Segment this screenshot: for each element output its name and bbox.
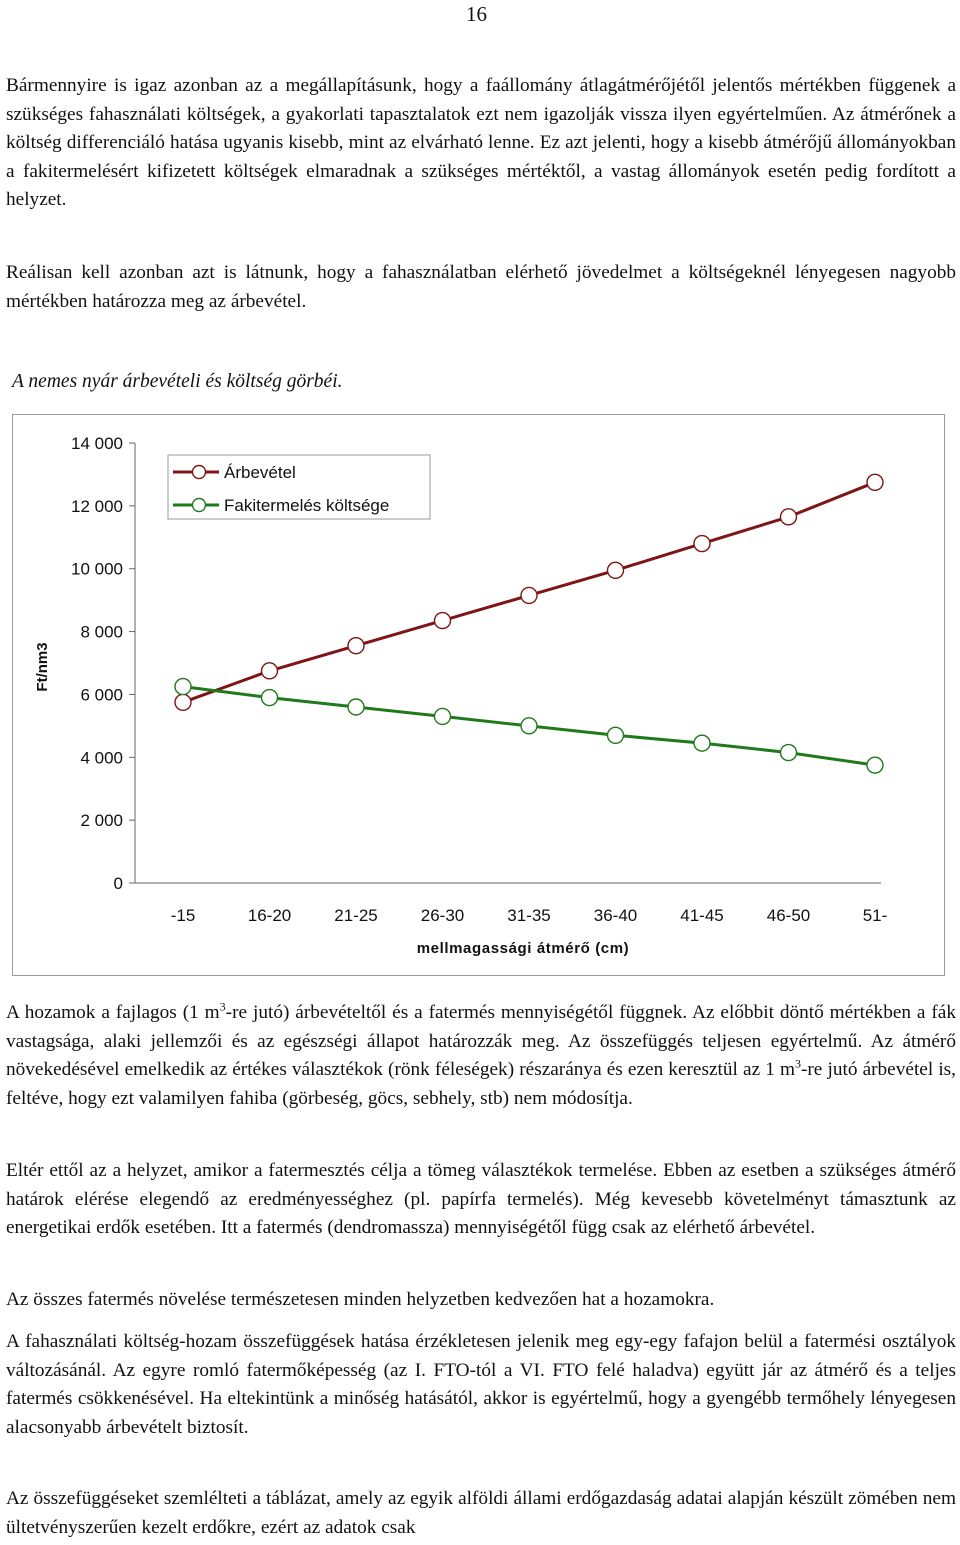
series-0-point [348, 638, 364, 654]
chart-legend [168, 455, 430, 519]
y-axis-ticks [71, 434, 135, 893]
series-0-point [694, 536, 710, 552]
x-tick-label: 51- [862, 906, 888, 925]
superscript-3-a: 3 [219, 999, 226, 1014]
series-0-point [262, 663, 278, 679]
y-tick-label: 12 000 [71, 496, 123, 516]
chart-frame [12, 414, 945, 976]
paragraph-4: Eltér ettől az a helyzet, amikor a fatermesztés célja a tömeg választékok termelése. Ebben az esetben a szükséges átmérő határok elérése elegendő az eredményességhez (pl. papírfa termelés). Még kevesebb követelményt támasztunk az energetikai erdők esetében. Itt a fatermés (dendromassza) mennyiségétől függ csak az elérhető árbevétel. [6, 1160, 956, 1239]
x-tick-label: 31-35 [507, 906, 551, 925]
series-0-point [608, 562, 624, 578]
y-tick-label: 6 000 [80, 685, 123, 705]
series-1-point [694, 735, 710, 751]
series-1-point [608, 727, 624, 743]
series-0-point [521, 587, 537, 603]
series-0-point [867, 474, 883, 490]
paragraph-1: Bármennyire is igaz azonban az a megállapításunk, hogy a faállomány átlagátmérőjétől jelentős mértékben függenek a szükséges fahasználati költségek, a gyakorlati tapasztalatok ezt nem igazolják vissza ilyen egyértelműen. Az átmérőnek a költség differenciáló hatása ugyanis kisebb, mint az elvárható lenne. Ez azt jelenti, hogy a kisebb átmérőjű állományokban a fakitermelésért kifizetett költségek elmaradnak a szükséges mértéktől, a vastag állományok esetén pedig fordított a helyzet. [6, 75, 956, 211]
series-1-point [521, 718, 537, 734]
y-tick-label: 14 000 [71, 434, 123, 453]
x-axis-label: mellmagassági átmérő (cm) [416, 940, 630, 957]
line-chart [13, 415, 944, 975]
paragraph-3-part-2: -re jutó) árbevételtől és a fatermés mennyiségétől függnek. Az előbbit döntő mértékben a fák vastagsága, alaki jellemzői és az egészségi állapot határozzák meg. Az összefüggés teljesen egyértelmű. Az átmérő növekedésével emelkedik az értékes választékok (rönk féleségek) részaránya és ezen keresztül az 1 m [6, 1002, 956, 1081]
paragraph-6: A fahasználati költség-hozam összefüggések hatása érzékletesen jelenik meg egy-egy fafajon belül a fatermési osztályok változásánál. Az egyre romló fatermőképesség (az I. FTO-tól a VI. FTO felé haladva) együtt jár az átmérő és a teljes fatermés csökkenésével. Ha eltekintünk a minőség hatásától, akkor is egyértelmű, hogy a gyengébb termőhely lényegesen alacsonyabb árbevételt biztosít. [6, 1331, 956, 1438]
legend-marker-arbevetel [193, 466, 206, 479]
paragraph-3-part-1: A hozamok a fajlagos (1 m [6, 1002, 220, 1023]
legend-marker-koltseg [193, 499, 206, 512]
series-1-point [867, 757, 883, 773]
series-1-point [435, 708, 451, 724]
series-0-point [175, 694, 191, 710]
x-tick-label: -15 [170, 906, 196, 925]
series-1-point [262, 690, 278, 706]
series-0-point [435, 613, 451, 629]
x-tick-label: 46-50 [766, 906, 811, 925]
paragraph-5: Az összes fatermés növelése természetesen minden helyzetben kedvezően hat a hozamokra. [6, 1289, 715, 1310]
y-tick-label: 8 000 [80, 622, 123, 642]
legend-label-koltseg: Fakitermelés költsége [224, 496, 390, 515]
y-tick-label: 2 000 [80, 811, 123, 831]
paragraph-3-part-3: -re jutó árbevétel is, feltéve, hogy ezt valamilyen fahiba (görbeség, göcs, sebhely, stb) nem módosítja. [6, 1059, 956, 1109]
series-0-point [781, 509, 797, 525]
x-tick-label: 41-45 [680, 906, 724, 925]
chart-caption: A nemes nyár árbevételi és költség görbéi. [12, 371, 343, 392]
superscript-3-b: 3 [794, 1056, 801, 1071]
legend-label-arbevetel: Árbevétel [224, 463, 296, 482]
y-tick-label: 10 000 [71, 559, 123, 579]
x-tick-label: 26-30 [420, 906, 465, 925]
paragraph-2: Reálisan kell azonban azt is látnunk, hogy a fahasználatban elérhető jövedelmet a költségeknél lényegesen nagyobb mértékben határozza meg az árbevétel. [6, 262, 956, 312]
y-axis-label: Ft/nm3 [34, 642, 51, 692]
series-1-point [348, 699, 364, 715]
paragraph-3 [6, 999, 956, 1113]
page-number: 16 [466, 2, 487, 26]
y-tick-label: 4 000 [80, 748, 123, 768]
y-tick-label: 0 [113, 874, 123, 893]
x-tick-label: 21-25 [334, 906, 378, 925]
x-tick-label: 16-20 [247, 906, 292, 925]
x-tick-label: 36-40 [593, 906, 638, 925]
series-1-point [781, 745, 797, 761]
series-1-point [175, 679, 191, 695]
paragraph-7: Az összefüggéseket szemlélteti a táblázat, amely az egyik alföldi állami erdőgazdaság adatai alapján készült zömében nem ültetvényszerűen kezelt erdőkre, ezért az adatok csak [6, 1488, 956, 1538]
x-axis-tick-labels [171, 906, 888, 925]
